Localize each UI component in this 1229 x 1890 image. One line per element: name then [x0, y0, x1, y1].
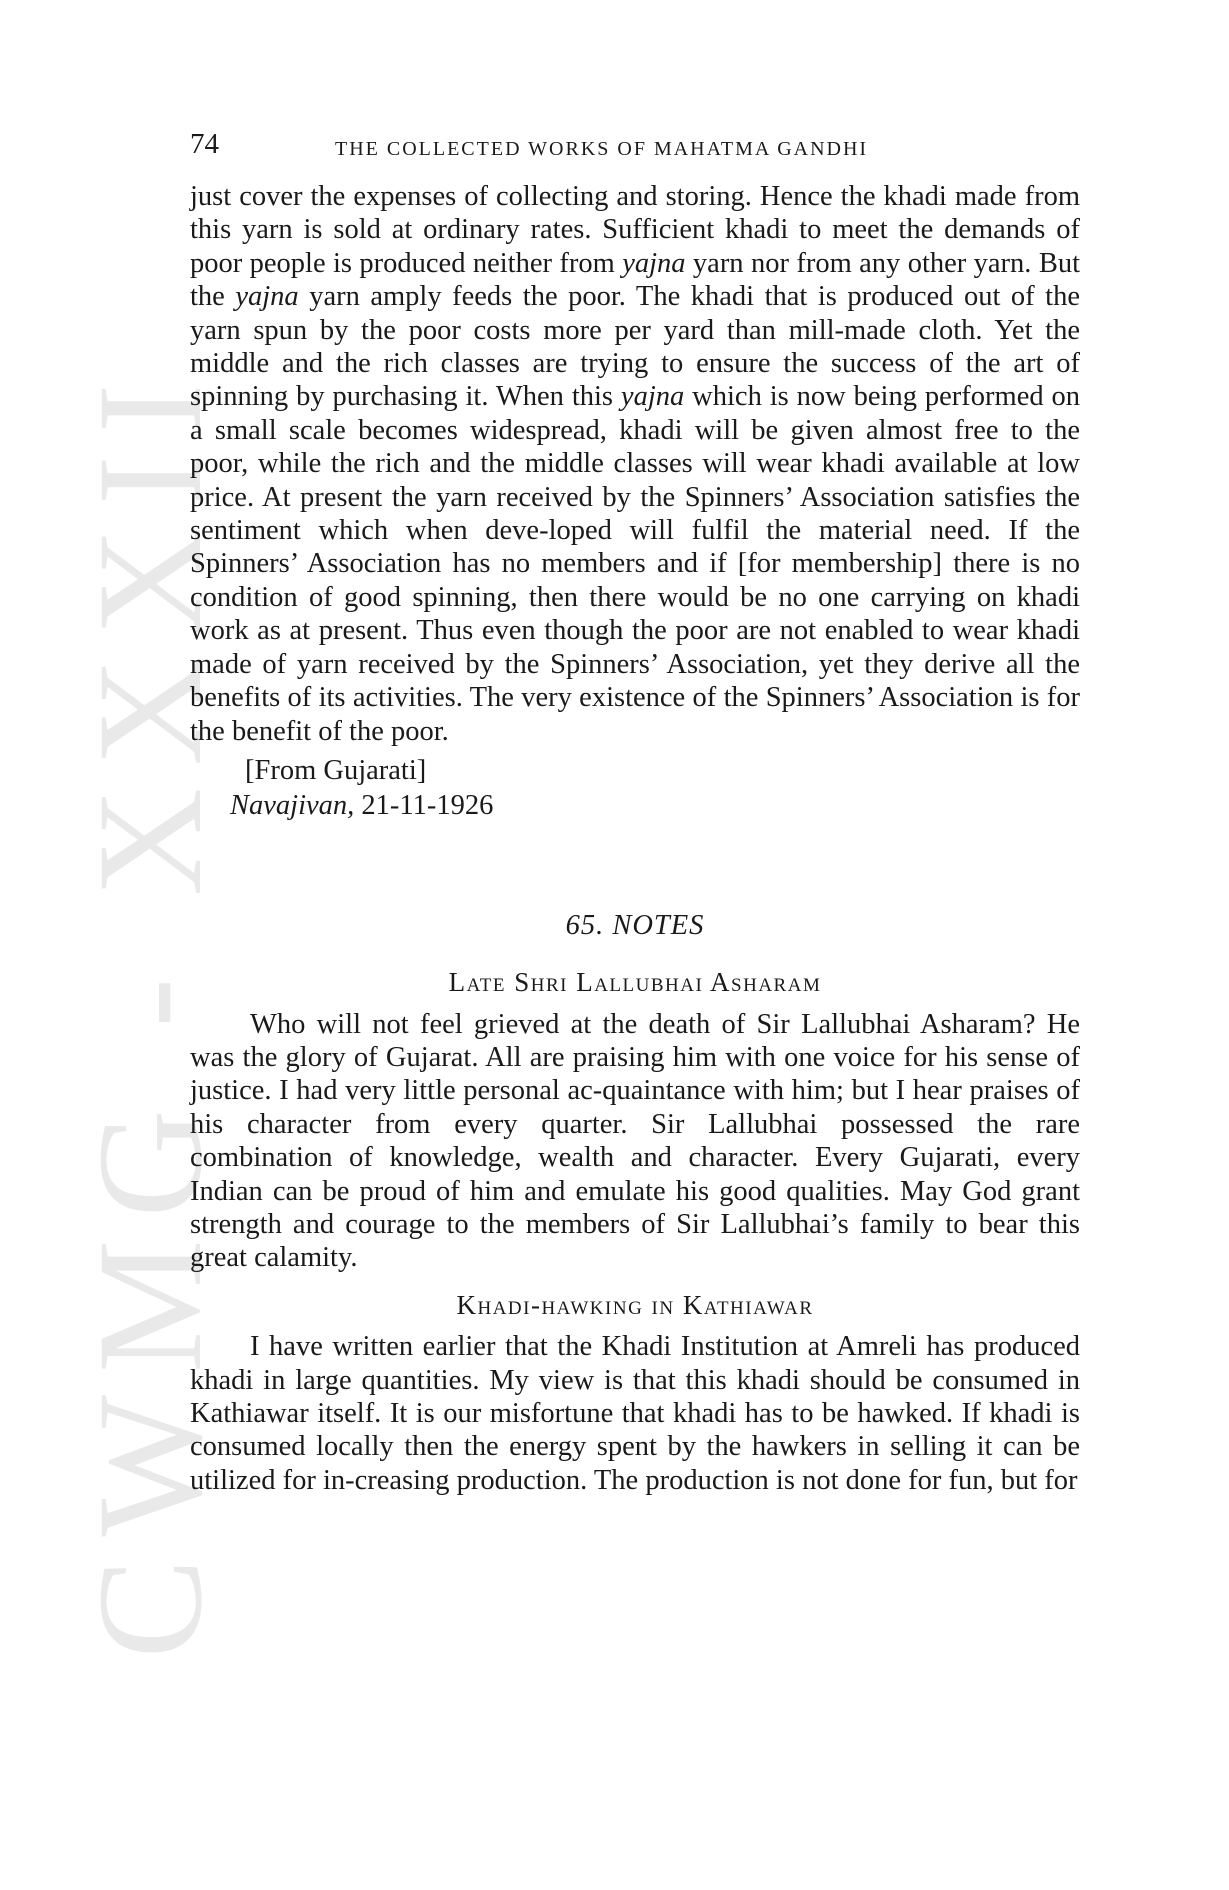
italic-term: yajna [622, 247, 686, 279]
citation-date: 21-11-1926 [361, 790, 494, 822]
article-title: 65. NOTES [565, 909, 705, 941]
italic-term: yajna [235, 281, 299, 313]
citation [230, 789, 1080, 822]
source-note: [From Gujarati] [245, 754, 427, 786]
continued-paragraph [190, 180, 1080, 748]
text-run: yarn amply feeds the poor. The khadi that is produced out of the yarn spun by the poor costs more per yard than mill-made cloth. Yet the middle and the rich classes are trying to ensure the success of the art of spinning by purchasing it. When this [190, 281, 1080, 413]
section-heading: Late Shri Lallubhai Asharam [448, 967, 822, 998]
text-run: just cover the expenses of collecting and storing. Hence the khadi made from this yarn is sold at ordinary rates. Sufficient khadi to meet the demands of poor people is produced neither from [190, 181, 1080, 279]
text-run: which is now being performed on a small scale becomes widespread, khadi will be given almost free to the poor, while the rich and the middle classes will wear khadi available at low price. At present the yarn received by the Spinners’ Association satisfies the sentiment which when deve-loped will fulfil the material need. If the Spinners’ Association has no members and if [for membership] there is no condition of good spinning, then there would be no one carrying on khadi work as at present. Thus even though the poor are not enabled to wear khadi made of yarn received by the Spinners’ Association, yet they derive all the benefits of its activities. The very existence of the Spinners’ Association is for the benefit of the poor. [190, 381, 1081, 747]
watermark: CWMG - XXXII [67, 361, 233, 1659]
page-number: 74 [190, 128, 219, 160]
citation-publication: Navajivan, [230, 790, 355, 822]
running-title: THE COLLECTED WORKS OF MAHATMA GANDHI [335, 138, 869, 160]
section-paragraph: I have written earlier that the Khadi Institution at Amreli has produced khadi in large quantities. My view is that this khadi should be consumed in Kathiawar itself. It is our misfortune that khadi has to be hawked. If khadi is consumed locally then the energy spent by the hawkers in selling it can be utilized for in-creasing production. The production is not done for fun, but for [190, 1331, 1080, 1496]
page-header [190, 128, 1080, 168]
italic-term: yajna [620, 381, 685, 413]
text-run: yarn nor from any other yarn. But the [190, 247, 1080, 313]
section-heading: Khadi-hawking in Kathiawar [456, 1289, 814, 1320]
section-paragraph: Who will not feel grieved at the death of Sir Lallubhai Asharam? He was the glory of Gujarat. All are praising him with one voice for his sense of justice. I had very little personal ac-quaintance with him; but I hear praises of his character from every quarter. Sir Lallubhai possessed the rare combination of knowledge, wealth and character. Every Gujarati, every Indian can be proud of him and emulate his good qualities. May God grant strength and courage to the members of Sir Lallubhai’s family to bear this great calamity. [190, 1008, 1080, 1274]
page-content [190, 180, 1080, 1497]
